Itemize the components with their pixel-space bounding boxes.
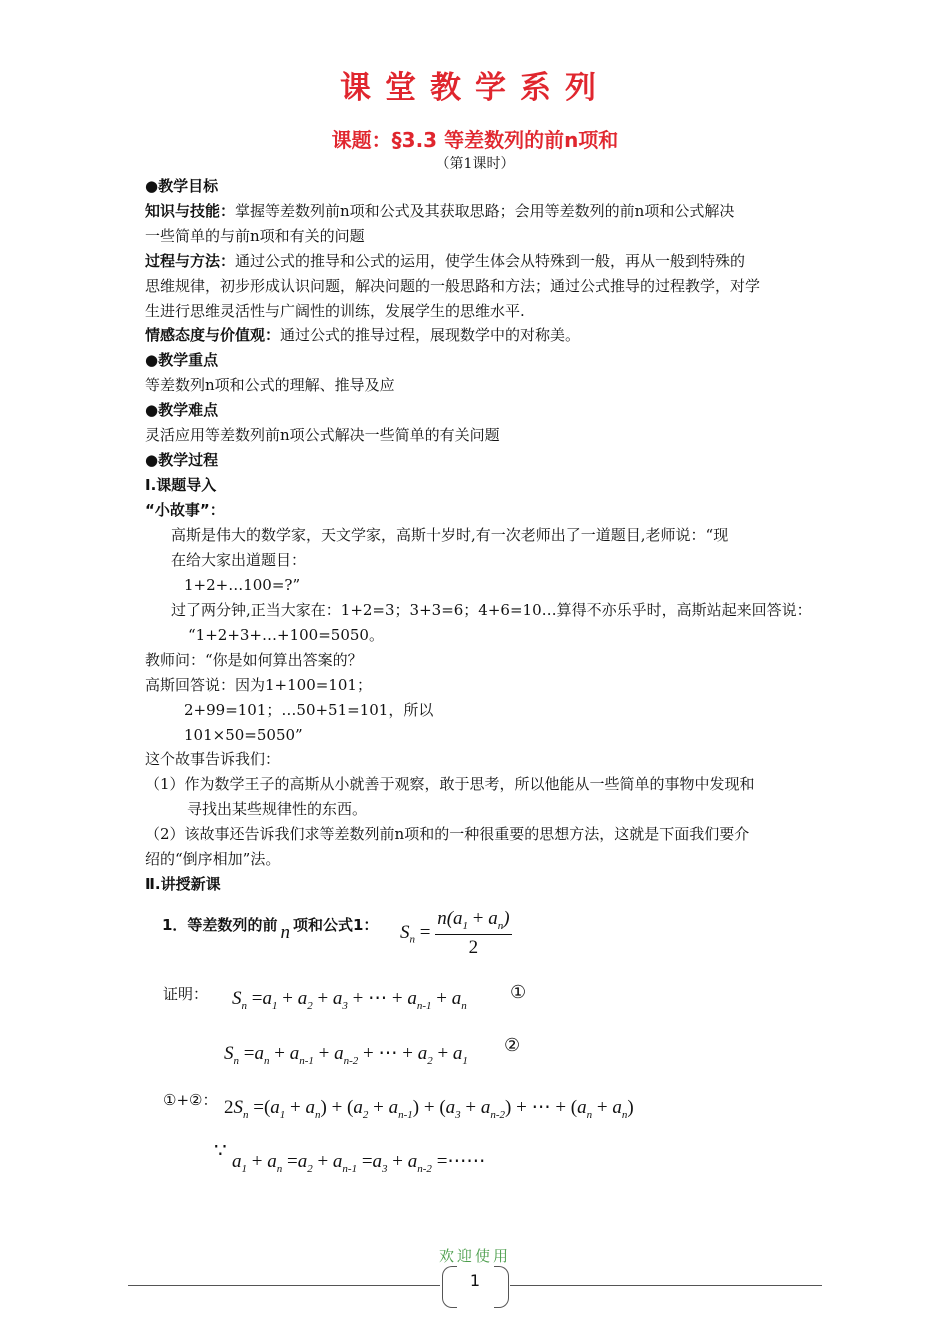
story-line-3: 1+2+…100=?”: [184, 576, 301, 594]
because-symbol: ∵: [214, 1138, 227, 1162]
key-points-heading: ●教学重点: [145, 351, 219, 369]
process-text-3: 生进行思维灵活性与广阔性的训练，发展学生的思维水平.: [145, 302, 525, 320]
lesson-1a: （1）作为数学王子的高斯从小就善于观察，敢于思考，所以他能从一些简单的事物中发现和: [145, 775, 755, 793]
emotion-line: [145, 323, 580, 348]
story-line-2: 在给大家出道题目：: [171, 551, 307, 569]
lesson-title: 课题：§3.3 等差数列的前n项和: [331, 128, 619, 152]
story-line-9: 101×50=5050”: [184, 726, 303, 744]
proof-equation-1: $S_n =a_1 + a_2 + a_3$ + ⋯ + $a_{n-1} + a_n$: [232, 988, 467, 1012]
part2-heading: Ⅱ.讲授新课: [145, 875, 221, 893]
key-points-text: 等差数列n项和公式的理解、推导及应: [145, 376, 395, 394]
formula-heading-b: 项和公式1：: [292, 916, 379, 934]
formula-heading-a: 1．等差数列的前: [162, 916, 278, 934]
emotion-label: 情感态度与价值观：: [145, 326, 281, 344]
footer-welcome: 欢迎使用: [438, 1247, 511, 1265]
knowledge-label: 知识与技能：: [145, 202, 236, 220]
story-line-10: 这个故事告诉我们：: [145, 750, 281, 768]
process-text-1: 通过公式的推导和公式的运用，使学生体会从特殊到一般，再从一般到特殊的: [235, 252, 746, 270]
sum-label: ①+②：: [163, 1091, 218, 1109]
formula-heading-n: n: [280, 922, 290, 943]
formula-heading: [162, 912, 379, 943]
mark-1: ①: [510, 982, 527, 1003]
process-text-2: 思维规律，初步形成认识问题，解决问题的一般思路和方法；通过公式推导的过程教学，对学: [145, 277, 761, 295]
lesson-2b: 绍的“倒序相加”法。: [145, 850, 281, 868]
story-label: “小故事”：: [145, 501, 225, 519]
proof-equation-3: $2S_n =(a_1 + a_n) + (a_2 + a_{n-1}) + (a_3 + a_{n-2})$ + ⋯ + $(a_n + a_n)$: [224, 1097, 634, 1121]
process-heading: ●教学过程: [145, 451, 219, 469]
story-line-4: 过了两分钟,正当大家在：1+2=3；3+3=6；4+6=10…算得不亦乐乎时，高斯站起来回答说：: [171, 601, 812, 619]
proof-equation-4: $a_1 + a_n =a_2 + a_{n-1} =a_3 + a_{n-2}$ =⋯⋯: [232, 1151, 486, 1175]
story-line-8: 2+99=101；…50+51=101，所以: [184, 701, 434, 719]
proof-equation-2: $S_n =a_n + a_{n-1} + a_{n-2}$ + ⋯ + $a_2 + a_1$: [224, 1043, 468, 1067]
lesson-period: （第1课时）: [435, 156, 515, 172]
emotion-text: 通过公式的推导过程，展现数学中的对称美。: [280, 326, 581, 344]
part1-heading: Ⅰ.课题导入: [145, 476, 217, 494]
story-line-1: 高斯是伟大的数学家，天文学家，高斯十岁时,有一次老师出了一道题目,老师说：“现: [171, 526, 729, 544]
story-line-6: 教师问：“你是如何算出答案的？: [145, 651, 363, 669]
mark-2: ②: [504, 1035, 521, 1056]
story-line-5: “1+2+3+…+100=5050。: [188, 626, 384, 644]
sum-formula: $S_n$ = $\frac{n(a_1 + a_n)}{2}$: [400, 908, 510, 958]
knowledge-line-1: [145, 199, 734, 224]
difficulties-text: 灵活应用等差数列前n项公式解决一些简单的有关问题: [145, 426, 500, 444]
series-title: 课堂教学系列: [340, 70, 610, 106]
story-line-7: 高斯回答说：因为1+100=101；: [145, 676, 372, 694]
page-number: 1: [469, 1271, 481, 1290]
process-line-1: [145, 249, 745, 274]
knowledge-text-1: 掌握等差数列前n项和公式及其获取思路；会用等差数列的前n项和公式解决: [235, 202, 735, 220]
lesson-1b: 寻找出某些规律性的东西。: [187, 800, 368, 818]
knowledge-text-2: 一些简单的与前n项和有关的问题: [145, 227, 365, 245]
objectives-heading: ●教学目标: [145, 177, 219, 195]
process-label: 过程与方法：: [145, 252, 236, 270]
lesson-2a: （2）该故事还告诉我们求等差数列前n项和的一种很重要的思想方法，这就是下面我们要介: [145, 825, 750, 843]
difficulties-heading: ●教学难点: [145, 401, 219, 419]
proof-label: 证明：: [163, 985, 209, 1003]
